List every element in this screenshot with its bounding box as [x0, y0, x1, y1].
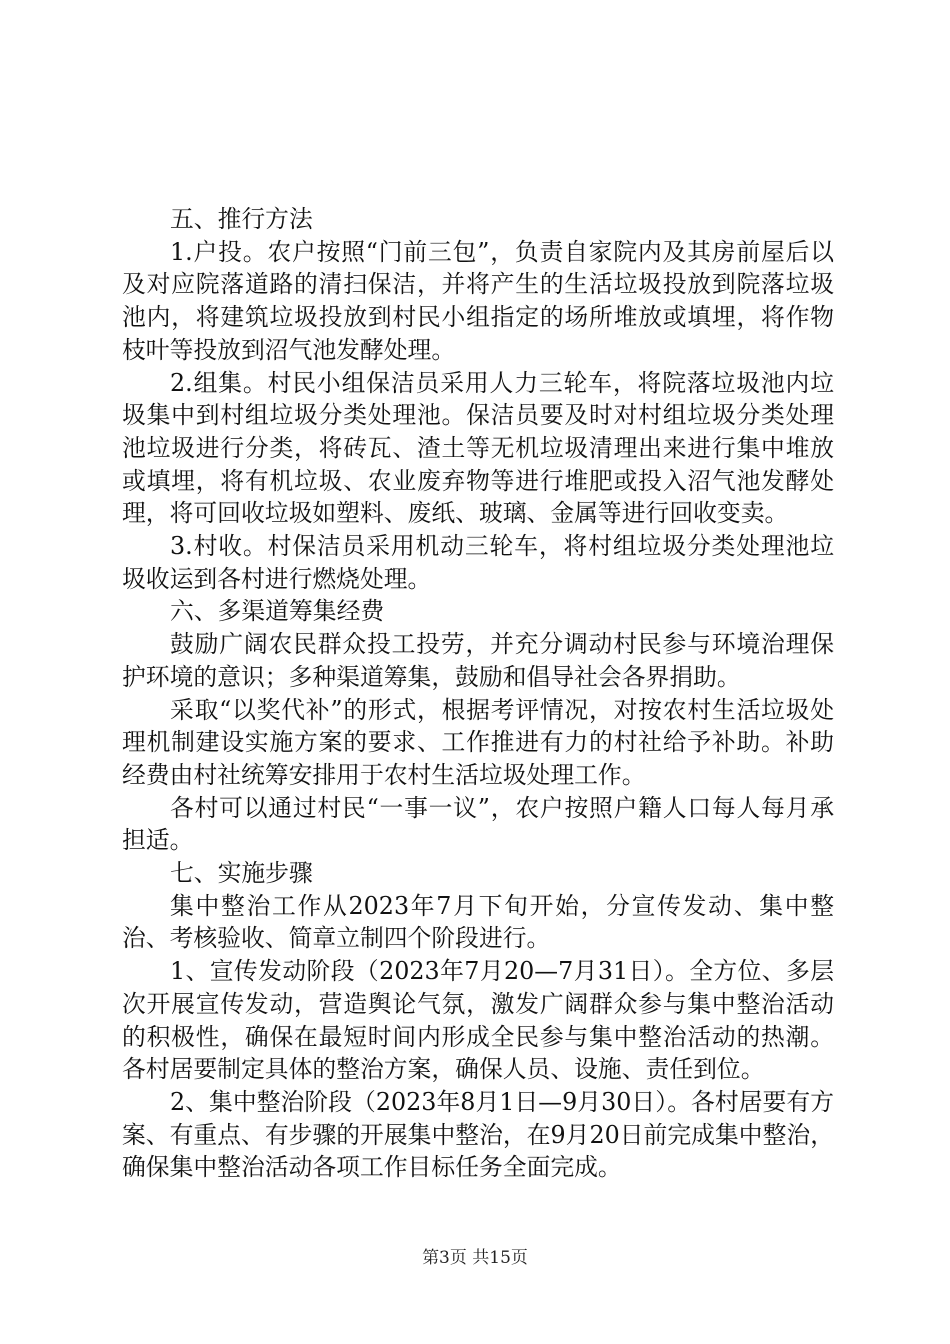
paragraph-village-collection: 3.村收。村保洁员采用机动三轮车，将村组垃圾分类处理池垃圾收运到各村进行燃烧处理。 [122, 532, 834, 593]
section-heading-6: 六、多渠道筹集经费 [170, 597, 385, 626]
paragraph-schedule-overview: 集中整治工作从2023年7月下旬开始，分宣传发动、集中整治、考核验收、简章立制四个阶段进行。 [122, 891, 834, 953]
paragraph-one-matter: 各村可以通过村民“一事一议”，农户按照户籍人口每人每月承担适。 [122, 793, 834, 855]
section-heading-7: 七、实施步骤 [170, 859, 313, 888]
paragraph-publicity-stage: 1、宣传发动阶段（2023年7月20—7月31日）。全方位、多层次开展宣传发动，营造舆论气氛，激发广阔群众参与集中整治活动的积极性，确保在最短时间内形成全民参与集中整治活动的热潮。各村居要制定具体的整治方案，确保人员、设施、责任到位。 [122, 957, 834, 1084]
page-footer [0, 1243, 950, 1268]
paragraph-household-disposal: 1.户投。农户按照“门前三包”，负责自家院内及其房前屋后以及对应院落道路的清扫保洁，并将产生的生活垃圾投放到院落垃圾池内，将建筑垃圾投放到村民小组指定的场所堆放或填埋，将作物枝叶等投放到沼气池发酵处理。 [122, 237, 834, 364]
section-heading-5: 五、推行方法 [170, 205, 313, 233]
page-number: 第3页 共15页 [422, 1248, 528, 1268]
paragraph-rectification-stage: 2、集中整治阶段（2023年8月1日—9月30日）。各村居要有方案、有重点、有步骤的开展集中整治，在9月20日前完成集中整治，确保集中整治活动各项工作目标任务全面完成。 [122, 1087, 834, 1182]
paragraph-subsidy: 采取“以奖代补”的形式，根据考评情况，对按农村生活垃圾处理机制建设实施方案的要求、工作推进有力的村社给予补助。补助经费由村社统筹安排用于农村生活垃圾处理工作。 [122, 695, 834, 789]
paragraph-encourage: 鼓励广阔农民群众投工投劳，并充分调动村民参与环境治理保护环境的意识；多种渠道筹集，鼓励和倡导社会各界捐助。 [122, 630, 834, 691]
paragraph-group-collection: 2.组集。村民小组保洁员采用人力三轮车，将院落垃圾池内垃圾集中到村组垃圾分类处理池。保洁员要及时对村组垃圾分类处理池垃圾进行分类，将砖瓦、渣土等无机垃圾清理出来进行集中堆放或填埋，将有机垃圾、农业废弃物等进行堆肥或投入沼气池发酵处理，将可回收垃圾如塑料、废纸、玻璃、金属等进行回收变卖。 [122, 368, 834, 528]
document-body [122, 203, 834, 1184]
